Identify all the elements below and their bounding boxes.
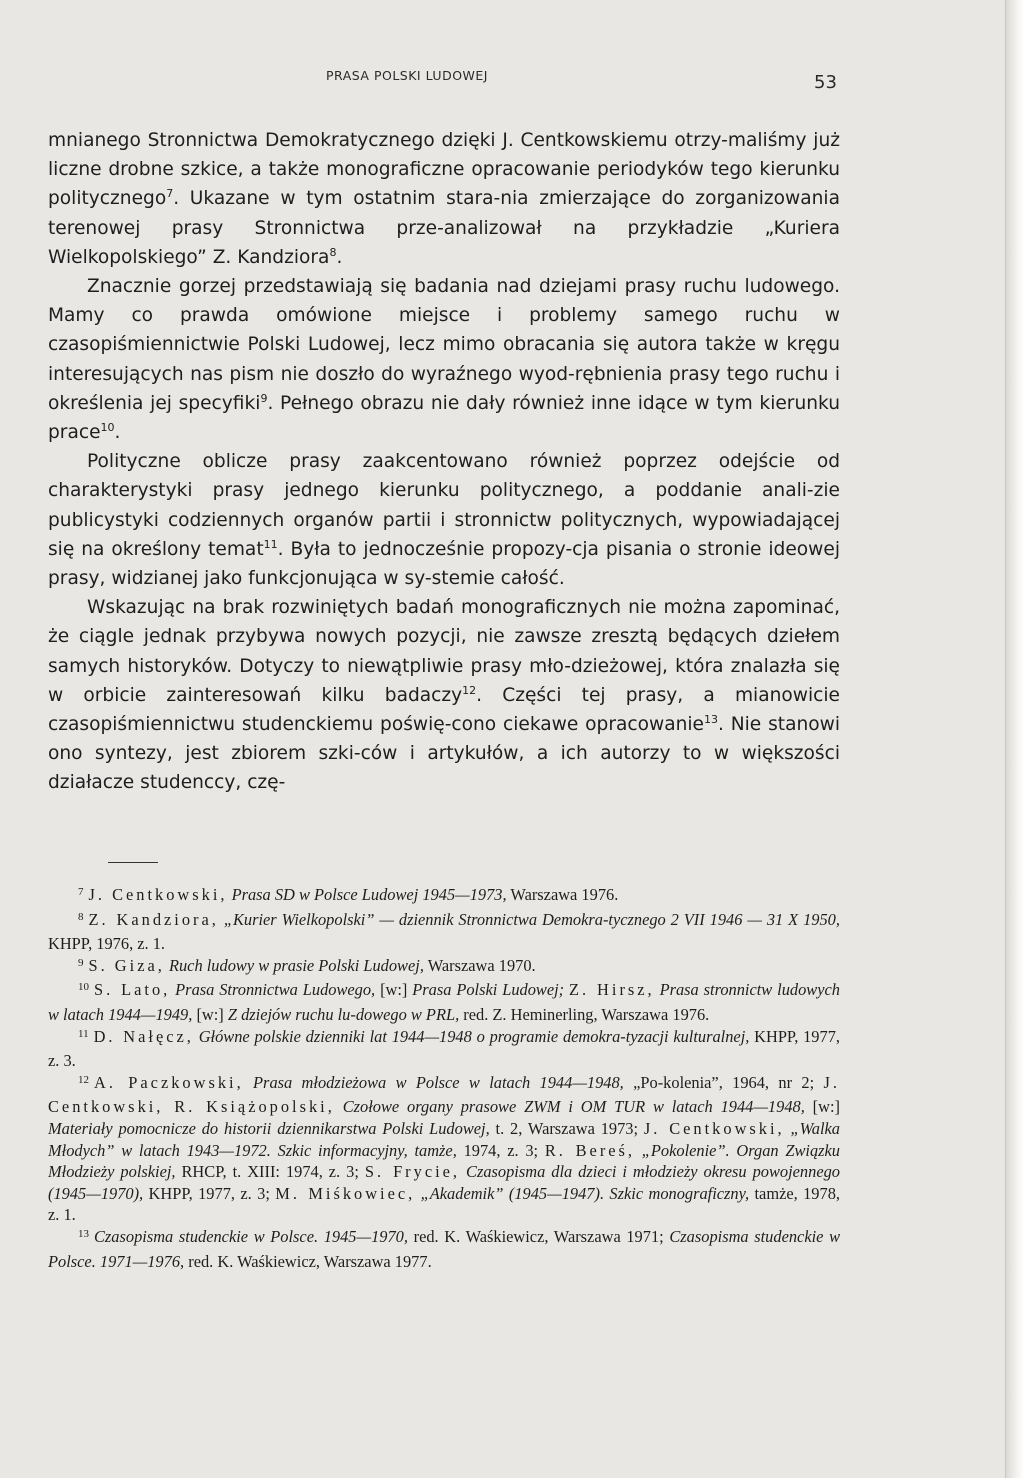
footnote-ref[interactable]: 13 bbox=[703, 712, 718, 726]
footnote-12: $^{12}$ A. Paczkowski, Prasa młodzieżowa w Polsce w latach 1944—1948, „Po-kolenia”, 1964, nr 2; J. Centkowski, R. Książopolski, Czołowe organy prasowe ZWM i OM TUR w latach 1944—1948, [w:] Materiały pomocnicze do historii dziennikarstwa Polski Ludowej, t. 2, Warszawa 1973; J. Centkowski, „Walka Młodych” w latach 1943—1972. Szkic informacyjny, tamże, 1974, z. 3; R. Bereś, „Pokolenie”. Organ Związku Młodzieży polskiej, RHCP, t. XIII: 1974, z. 3; S. Frycie, Czasopisma dla dzieci i młodzieży okresu powojennego (1945—1970), KHPP, 1977, z. 3; M. Miśkowiec, „Akademik” (1945—1947). Szkic monograficzny, tamże, 1978, z. 1. bbox=[48, 1072, 840, 1225]
footnote-7: $^7$ J. Centkowski, Prasa SD w Polsce Ludowej 1945—1973, Warszawa 1976. bbox=[78, 885, 619, 904]
page-edge bbox=[1005, 0, 1024, 1478]
running-title: PRASA POLSKI LUDOWEJ bbox=[326, 68, 488, 83]
main-text bbox=[48, 126, 840, 798]
footnote-8: $^8$ Z. Kandziora, „Kurier Wielkopolski” — dziennik Stronnictwa Demokra-tycznego 2 VII 1946 — 31 X 1950, KHPP, 1976, z. 1. bbox=[48, 909, 840, 954]
paragraph-2: Znacznie gorzej przedstawiają się badania nad dziejami prasy ruchu ludowego. Mamy co prawda omówione miejsce i problemy samego ruchu w czasopiśmiennictwie Polski Ludowej, lecz mimo obracania się autora także w kręgu interesujących nas pism nie doszło do wyraźnego wyod-rębnienia prasy tego ruchu i określenia jej specyfiki$^9$. Pełnego obrazu nie dały również inne idące w tym kierunku prace$^{10}$. bbox=[48, 276, 840, 444]
footnote-ref[interactable]: 8 bbox=[329, 245, 337, 259]
footnote-11: $^{11}$ D. Nałęcz, Główne polskie dzienniki lat 1944—1948 o programie demokra-tyzacji kulturalnej, KHPP, 1977, z. 3. bbox=[48, 1026, 840, 1071]
footnotes bbox=[48, 884, 840, 1272]
footnote-separator bbox=[108, 862, 158, 863]
paragraph-1: mnianego Stronnictwa Demokratycznego dzięki J. Centkowskiemu otrzy-maliśmy już liczne drobne szkice, a także monograficzne opracowanie periodyków tego kierunku politycznego$^7$. Ukazane w tym ostatnim stara-nia zmierzające do zorganizowania terenowej prasy Stronnictwa prze-analizował na przykładzie „Kuriera Wielkopolskiego” Z. Kandziora$^8$. bbox=[48, 130, 840, 268]
footnote-10: $^{10}$ S. Lato, Prasa Stronnictwa Ludowego, [w:] Prasa Polski Ludowej; Z. Hirsz, Prasa stronnictw ludowych w latach 1944—1949, [w:] Z dziejów ruchu lu-dowego w PRL, red. Z. Heminerling, Warszawa 1976. bbox=[48, 980, 840, 1024]
page-number: 53 bbox=[814, 72, 837, 93]
footnote-ref[interactable]: 7 bbox=[166, 187, 174, 201]
footnote-ref[interactable]: 12 bbox=[462, 683, 477, 697]
paragraph-4: Wskazując na brak rozwiniętych badań monograficznych nie można zapominać, że ciągle jednak przybywa nowych pozycji, nie zawsze zresztą będących dziełem samych historyków. Dotyczy to niewątpliwie prasy mło-dzieżowej, która znalazła się w orbicie zainteresowań kilku badaczy$^{12}$. Części tej prasy, a mianowicie czasopiśmiennictwu studenckiemu poświę-cono ciekawe opracowanie$^{13}$. Nie stanowi ono syntezy, jest zbiorem szki-ców i artykułów, a ich autorzy to w większości działacze studenccy, czę- bbox=[48, 597, 841, 794]
footnote-ref[interactable]: 9 bbox=[260, 391, 268, 405]
footnote-ref[interactable]: 10 bbox=[100, 420, 115, 434]
paragraph-3: Polityczne oblicze prasy zaakcentowano również poprzez odejście od charakterystyki prasy jednego kierunku politycznego, a poddanie anali-zie publicystyki codziennych organów partii i stronnictw politycznych, wypowiadającej się na określony temat$^{11}$. Była to jednocześnie propozy-cja pisania o stronie ideowej prasy, widzianej jako funkcjonująca w sy-stemie całość. bbox=[48, 451, 840, 590]
footnote-13: $^{13}$ Czasopisma studenckie w Polsce. 1945—1970, red. K. Waśkiewicz, Warszawa 1971; Czasopisma studenckie w Polsce. 1971—1976, red. K. Waśkiewicz, Warszawa 1977. bbox=[48, 1226, 840, 1271]
footnote-9: $^9$ S. Giza, Ruch ludowy w prasie Polski Ludowej, Warszawa 1970. bbox=[78, 955, 536, 975]
footnote-ref[interactable]: 11 bbox=[263, 537, 278, 551]
